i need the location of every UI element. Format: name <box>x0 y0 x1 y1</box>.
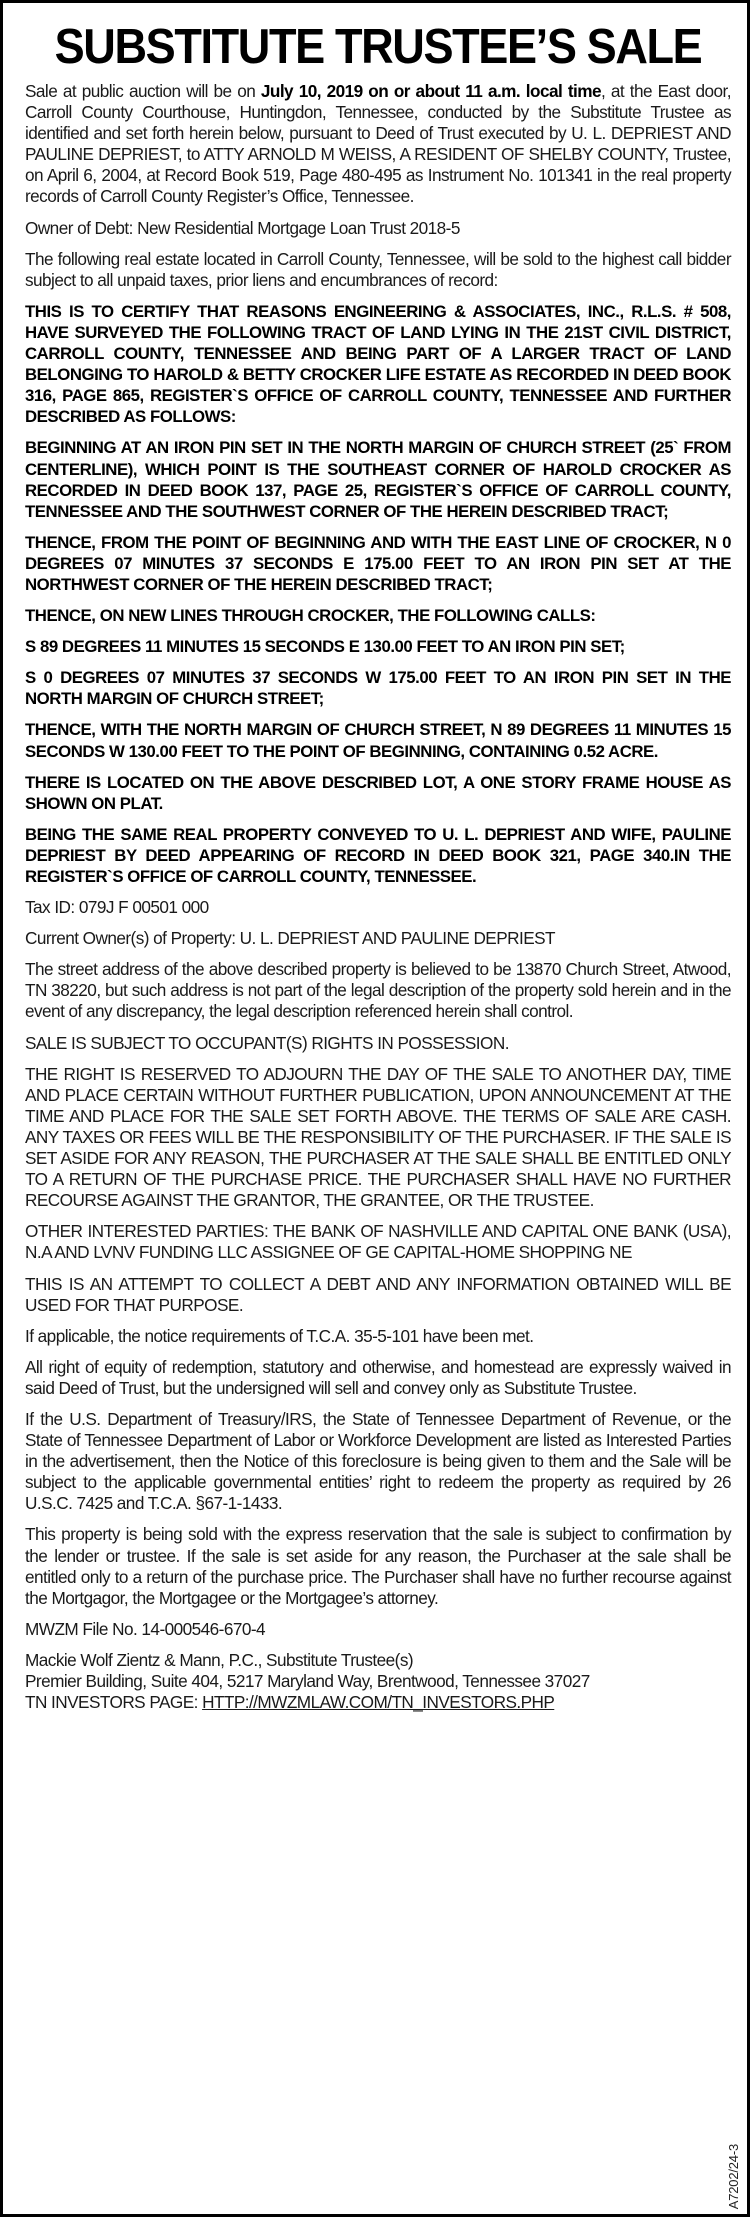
occupant-rights: SALE IS SUBJECT TO OCCUPANT(S) RIGHTS IN POSSESSION. <box>25 1032 509 1053</box>
legal-description-paragraph: THENCE, ON NEW LINES THROUGH CROCKER, THE FOLLOWING CALLS: <box>25 606 596 626</box>
notice-title: SUBSTITUTE TRUSTEE’S SALE <box>54 20 702 74</box>
trustee-address: Premier Building, Suite 404, 5217 Maryland Way, Brentwood, Tennessee 37027 <box>25 1671 590 1691</box>
notice-body <box>25 81 731 1713</box>
legal-description-paragraph: S 0 DEGREES 07 MINUTES 37 SECONDS W 175.00 FEET TO AN IRON PIN SET IN THE NORTH MARGIN OF CHURCH STREET; <box>25 668 731 709</box>
legal-description-paragraph: THENCE, WITH THE NORTH MARGIN OF CHURCH STREET, N 89 DEGREES 11 MINUTES 15 SECONDS W 130.00 FEET TO THE POINT OF BEGINNING, CONTAINING 0.52 ACRE. <box>25 720 731 761</box>
trustee-firm: Mackie Wolf Zientz & Mann, P.C., Substitute Trustee(s) <box>25 1649 414 1670</box>
legal-description-paragraph: BEING THE SAME REAL PROPERTY CONVEYED TO U. L. DEPRIEST AND WIFE, PAULINE DEPRIEST BY DEED APPEARING OF RECORD IN DEED BOOK 321, PAGE 340.IN THE REGISTER`S OFFICE OF CARROLL COUNTY, TENNESSEE. <box>25 824 731 886</box>
tca-notice: If applicable, the notice requirements of T.C.A. 35-5-101 have been met. <box>25 1325 534 1346</box>
investors-label: TN INVESTORS PAGE: <box>25 1692 203 1713</box>
ad-code: A7202/24-3 <box>726 2144 741 2210</box>
owner-of-debt: Owner of Debt: New Residential Mortgage Loan Trust 2018-5 <box>25 217 460 238</box>
intro-text-2: , at the East door, Carroll County Courthouse, Huntingdon, Tennessee, conducted by the Substitute Trustee as identified and set forth herein below, pursuant to Deed of Trust executed by U. L. DEPRIEST AND PAULINE DEPRIEST, to ATTY ARNOLD M WEISS, A RESIDENT OF SHELBY COUNTY, Trustee, on April 6, 2004, at Record Book 519, Page 480-495 as Instrument No. 101341 in the real property records of Carroll County Register’s Office, Tennessee. <box>25 81 731 207</box>
investors-link[interactable]: HTTP://MWZMLAW.COM/TN_INVESTORS.PHP <box>202 1692 555 1713</box>
legal-description-paragraph: THERE IS LOCATED ON THE ABOVE DESCRIBED LOT, A ONE STORY FRAME HOUSE AS SHOWN ON PLAT. <box>25 772 731 813</box>
irs-notice: If the U.S. Department of Treasury/IRS, the State of Tennessee Department of Revenue, or the State of Tennessee Department of Labor or Workforce Development are listed as Interested Parties in the advertisement, then the Notice of this foreclosure is being given to them and the Sale will be subject to the applicable governmental entities’ right to redeem the property as required by 26 U.S.C. 7425 and T.C.A. §67-1-1433. <box>25 1408 731 1514</box>
intro-paragraph <box>25 81 731 208</box>
right-reserved: THE RIGHT IS RESERVED TO ADJOURN THE DAY OF THE SALE TO ANOTHER DAY, TIME AND PLACE CERTAIN WITHOUT FURTHER PUBLICATION, UPON ANNOUNCEMENT AT THE TIME AND PLACE FOR THE SALE SET FORTH ABOVE. THE TERMS OF SALE ARE CASH. ANY TAXES OR FEES WILL BE THE RESPONSIBILITY OF THE PURCHASER. IF THE SALE IS SET ASIDE FOR ANY REASON, THE PURCHASER AT THE SALE SHALL BE ENTITLED ONLY TO A RETURN OF THE PURCHASE PRICE. THE PURCHASER SHALL HAVE NO FURTHER RECOURSE AGAINST THE GRANTOR, THE GRANTEE, OR THE TRUSTEE. <box>25 1063 731 1211</box>
current-owners: Current Owner(s) of Property: U. L. DEPRIEST AND PAULINE DEPRIEST <box>25 928 556 949</box>
legal-description-paragraph: S 89 DEGREES 11 MINUTES 15 SECONDS E 130.00 FEET TO AN IRON PIN SET; <box>25 637 625 657</box>
street-address: The street address of the above described property is believed to be 13870 Church Street, Atwood, TN 38220, but such address is not part of the legal description of the property sold herein and in the event of any discrepancy, the legal description referenced herein shall control. <box>25 959 731 1022</box>
debt-collection-notice: THIS IS AN ATTEMPT TO COLLECT A DEBT AND ANY INFORMATION OBTAINED WILL BE USED FOR THAT PURPOSE. <box>25 1273 731 1315</box>
equity-waived: All right of equity of redemption, statutory and otherwise, and homestead are expressly waived in said Deed of Trust, but the undersigned will sell and convey only as Substitute Trustee. <box>25 1356 731 1398</box>
legal-description-paragraph: THIS IS TO CERTIFY THAT REASONS ENGINEERING & ASSOCIATES, INC., R.L.S. # 508, HAVE SURVEYED THE FOLLOWING TRACT OF LAND LYING IN THE 21ST CIVIL DISTRICT, CARROLL COUNTY, TENNESSEE AND BEING PART OF A LARGER TRACT OF LAND BELONGING TO HAROLD & BETTY CROCKER LIFE ESTATE AS RECORDED IN DEED BOOK 316, PAGE 865, REGISTER`S OFFICE OF CARROLL COUNTY, TENNESSEE AND FURTHER DESCRIBED AS FOLLOWS: <box>25 301 731 427</box>
real-estate-intro: The following real estate located in Carroll County, Tennessee, will be sold to the highest call bidder subject to all unpaid taxes, prior liens and encumbrances of record: <box>25 248 731 290</box>
intro-text-1: Sale at public auction will be on <box>25 81 261 101</box>
legal-description-paragraph: BEGINNING AT AN IRON PIN SET IN THE NORTH MARGIN OF CHURCH STREET (25` FROM CENTERLINE), WHICH POINT IS THE SOUTHEAST CORNER OF HAROLD CROCKER AS RECORDED IN DEED BOOK 137, PAGE 25, REGISTER`S OFFICE OF CARROLL COUNTY, TENNESSEE AND THE SOUTHWEST CORNER OF THE HEREIN DESCRIBED TRACT; <box>25 438 731 521</box>
interested-parties: OTHER INTERESTED PARTIES: THE BANK OF NASHVILLE AND CAPITAL ONE BANK (USA), N.A AND LVNV FUNDING LLC ASSIGNEE OF GE CAPITAL-HOME SHOPPING NE <box>25 1221 731 1263</box>
sale-reservation: This property is being sold with the express reservation that the sale is subject to confirmation by the lender or trustee. If the sale is set aside for any reason, the Purchaser at the sale shall be entitled only to a return of the purchase price. The Purchaser shall have no further recourse against the Mortgagor, the Mortgagee or the Mortgagee’s attorney. <box>25 1524 731 1608</box>
legal-description-paragraph: THENCE, FROM THE POINT OF BEGINNING AND WITH THE EAST LINE OF CROCKER, N 0 DEGREES 07 MINUTES 37 SECONDS E 175.00 FEET TO AN IRON PIN SET AT THE NORTHWEST CORNER OF THE HEREIN DESCRIBED TRACT; <box>25 532 731 594</box>
tax-id: Tax ID: 079J F 00501 000 <box>25 897 209 918</box>
file-number: MWZM File No. 14-000546-670-4 <box>25 1618 266 1639</box>
sale-date: July 10, 2019 on or about 11 a.m. local time <box>260 81 601 101</box>
investors-page <box>25 1692 731 1713</box>
